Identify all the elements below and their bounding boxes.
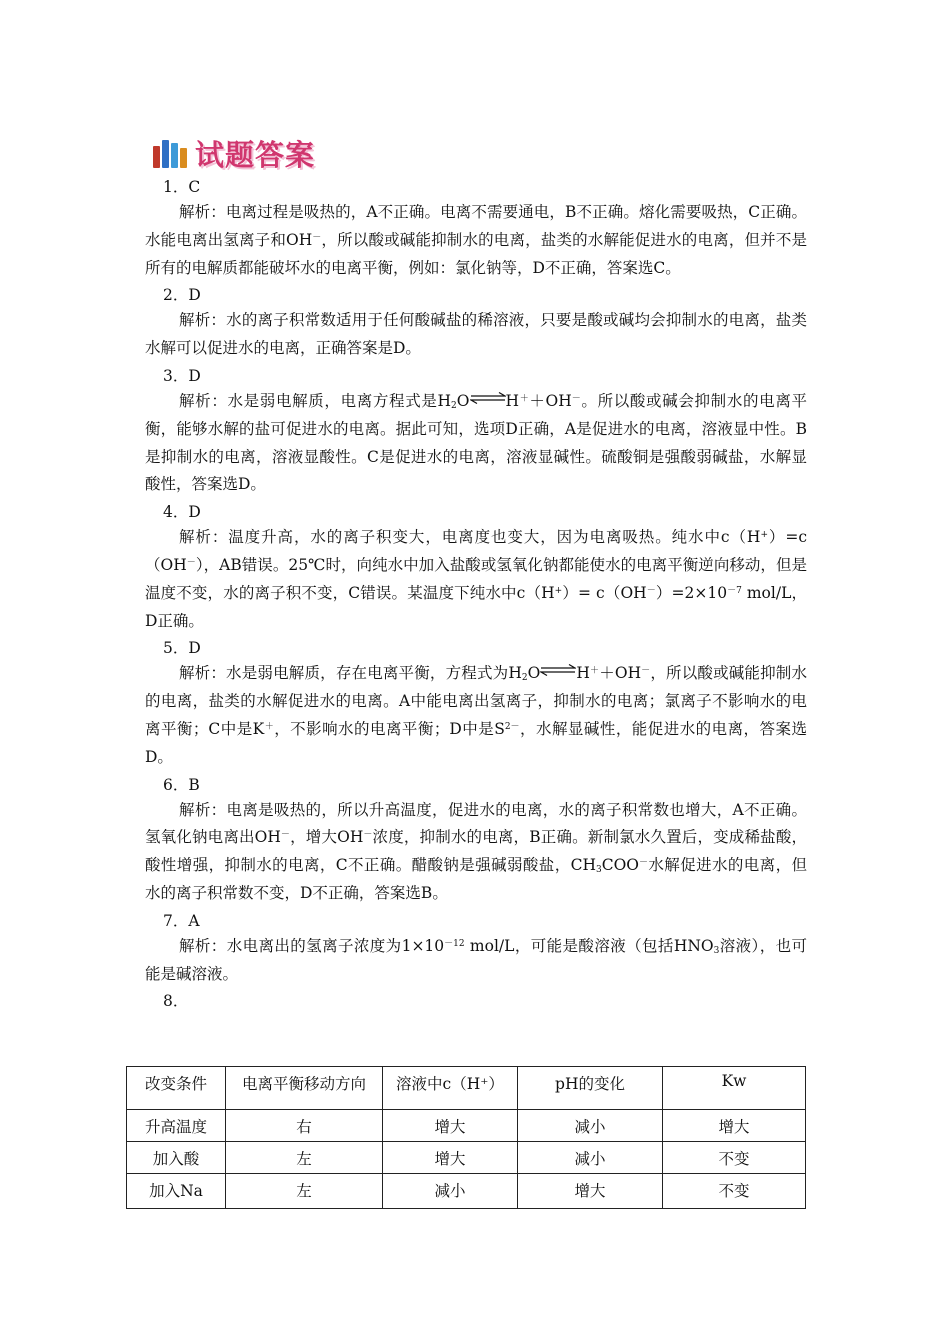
text-run: ，水解显碱性，能促进水的电离，答案选D。 xyxy=(145,719,807,766)
table-cell: 不变 xyxy=(663,1174,806,1209)
answer-explanation xyxy=(145,660,807,771)
table-cell: 左 xyxy=(226,1174,383,1209)
table-cell: 减小 xyxy=(518,1110,663,1142)
header-cell: 改变条件 xyxy=(127,1067,226,1110)
answer-explanation xyxy=(145,199,807,282)
text-run: 解析：温度升高，水的离子积变大，电离度也变大，因为电离吸热。纯水中c（H xyxy=(179,528,761,547)
answer-explanation xyxy=(145,797,807,908)
subscript: 2 xyxy=(451,400,457,411)
equilibrium-arrow-icon xyxy=(540,664,576,676)
text-run: ）= c（OH xyxy=(562,583,647,602)
table-cell: 减小 xyxy=(383,1174,518,1209)
text-run: 水解促进水的电离，但水的离子积常数不变，D不正确，答案选B。 xyxy=(145,856,807,902)
text-run: ，不影响水的电离平衡；D中是S xyxy=(274,719,505,738)
answer-banner xyxy=(153,134,315,172)
answer-explanation xyxy=(145,524,807,635)
superscript: － xyxy=(312,232,322,243)
answer-number: 7．A xyxy=(163,911,200,930)
text-run: ，增大OH xyxy=(289,828,364,847)
header-cell: Kw xyxy=(663,1067,806,1110)
table-row xyxy=(127,1142,806,1174)
text-run: 解析：水是弱电解质，电离方程式是H xyxy=(179,391,452,410)
header-cell: 溶液中c（H⁺） xyxy=(383,1067,518,1110)
answer-number: 8． xyxy=(163,992,189,1011)
superscript: －7 xyxy=(727,585,742,596)
text-run: 解析：电离是吸热的，所以升高温度，促进水的电离，水的离子积常数也增大，A不正确。氢氧化钠电离出OH xyxy=(145,800,807,847)
table-header-row xyxy=(127,1067,806,1110)
table-cell: 加入酸 xyxy=(127,1142,226,1174)
header-cell: 电离平衡移动方向 xyxy=(226,1067,383,1110)
answer-list xyxy=(145,174,807,1013)
text-run: ）=2×10 xyxy=(655,583,728,602)
subscript: 3 xyxy=(713,945,720,956)
text-run: 解析：水电离出的氢离子浓度为1×10 xyxy=(179,936,445,955)
table-cell: 升高温度 xyxy=(127,1110,226,1142)
table-cell: 增大 xyxy=(663,1110,806,1142)
answer-number: 5．D xyxy=(163,639,201,658)
text-run: 解析：水是弱电解质，存在电离平衡，方程式为H xyxy=(179,664,522,683)
text-run: 。所以酸或碱会抑制水的电离平衡，能够水解的盐可促进水的电离。据此可知，选项D正确，A是促进水的电离，溶液显中性。B是抑制水的电离，溶液显酸性。C是促进水的电离，溶液显碱性。硫酸铜是强酸弱碱盐，水解显酸性，答案选D。 xyxy=(145,391,807,494)
table-cell: 右 xyxy=(226,1110,383,1142)
answer-explanation xyxy=(145,933,807,989)
table-cell: 加入Na xyxy=(127,1174,226,1209)
superscript: ＋ xyxy=(519,393,530,404)
text-run: O xyxy=(456,391,470,410)
answer-number: 6．B xyxy=(163,775,200,794)
superscript: － xyxy=(571,393,581,404)
text-run: ，所以酸或碱能抑制水的电离，盐类的水解能促进水的电离，但并不是所有的电解质都能破坏水的电离平衡，例如：氯化钠等，D不正确，答案选C。 xyxy=(145,230,807,277)
table-cell: 增大 xyxy=(518,1174,663,1209)
text-run: H xyxy=(576,664,590,683)
table-cell: 增大 xyxy=(383,1142,518,1174)
answer-number: 3．D xyxy=(163,366,201,385)
banner-title: 试题答案 xyxy=(195,137,316,172)
table-cell: 增大 xyxy=(383,1110,518,1142)
text-run: H xyxy=(505,391,520,410)
text-run: ），AB错误。25℃时，向纯水中加入盐酸或氢氧化钠都能使水的电离平衡逆向移动，但是温度不变，水的离子积不变，C错误。某温度下纯水中c（H xyxy=(145,555,807,602)
superscript: － xyxy=(646,585,656,596)
superscript: 2－ xyxy=(504,721,520,732)
superscript: － xyxy=(641,666,651,677)
text-run: ＋OH xyxy=(599,664,642,683)
text-run: mol/L，可能是酸溶液（包括HNO xyxy=(464,936,714,955)
superscript: － xyxy=(186,557,196,568)
text-run: 解析：电离过程是吸热的，A不正确。电离不需要通电，B不正确。熔化需要吸热，C正确。水能电离出氢离子和OH xyxy=(145,203,807,249)
text-run: O xyxy=(527,664,541,683)
answer-explanation xyxy=(145,388,807,499)
answer-number: 4．D xyxy=(163,503,201,522)
superscript: － xyxy=(638,858,648,869)
superscript: + xyxy=(760,530,768,541)
answer-explanation xyxy=(145,307,807,363)
text-run: 解析：水的离子积常数适用于任何酸碱盐的稀溶液，只要是酸或碱均会抑制水的电离，盐类水解可以促进水的电离，正确答案是D。 xyxy=(145,311,807,358)
superscript: － xyxy=(363,830,373,841)
answer-number: 2．D xyxy=(163,286,201,305)
text-run: ，所以酸或碱能抑制水的电离，盐类的水解促进水的电离。A中能电离出氢离子，抑制水的电离；氯离子不影响水的电离平衡；C中是K xyxy=(145,664,807,738)
superscript: + xyxy=(554,585,563,596)
subscript: 3 xyxy=(595,865,602,876)
table-row xyxy=(127,1110,806,1142)
text-run: 浓度，抑制水的电离，B正确。新制氯水久置后，变成稀盐酸，酸性增强，抑制水的电离，C不正确。醋酸钠是强碱弱酸盐，CH xyxy=(145,828,807,875)
table-row xyxy=(127,1174,806,1209)
answer-number: 1．C xyxy=(163,178,201,196)
table-cell: 左 xyxy=(226,1142,383,1174)
subscript: 2 xyxy=(521,673,528,684)
table-cell: 不变 xyxy=(663,1142,806,1174)
text-run: COO xyxy=(601,856,639,875)
text-run: ）=c（OH xyxy=(145,528,807,574)
header-cell: pH的变化 xyxy=(518,1067,663,1110)
superscript: ＋ xyxy=(264,721,275,732)
superscript: － xyxy=(280,830,290,841)
table-cell: 减小 xyxy=(518,1142,663,1174)
text-run: 溶液），也可能是碱溶液。 xyxy=(145,936,807,983)
equilibrium-arrow-icon xyxy=(470,392,506,404)
text-run: ＋OH xyxy=(529,391,572,410)
superscript: －12 xyxy=(444,938,465,949)
answer-table xyxy=(126,1066,806,1209)
superscript: ＋ xyxy=(589,666,600,677)
text-run: mol/L，D正确。 xyxy=(145,583,808,630)
books-icon xyxy=(153,138,189,168)
